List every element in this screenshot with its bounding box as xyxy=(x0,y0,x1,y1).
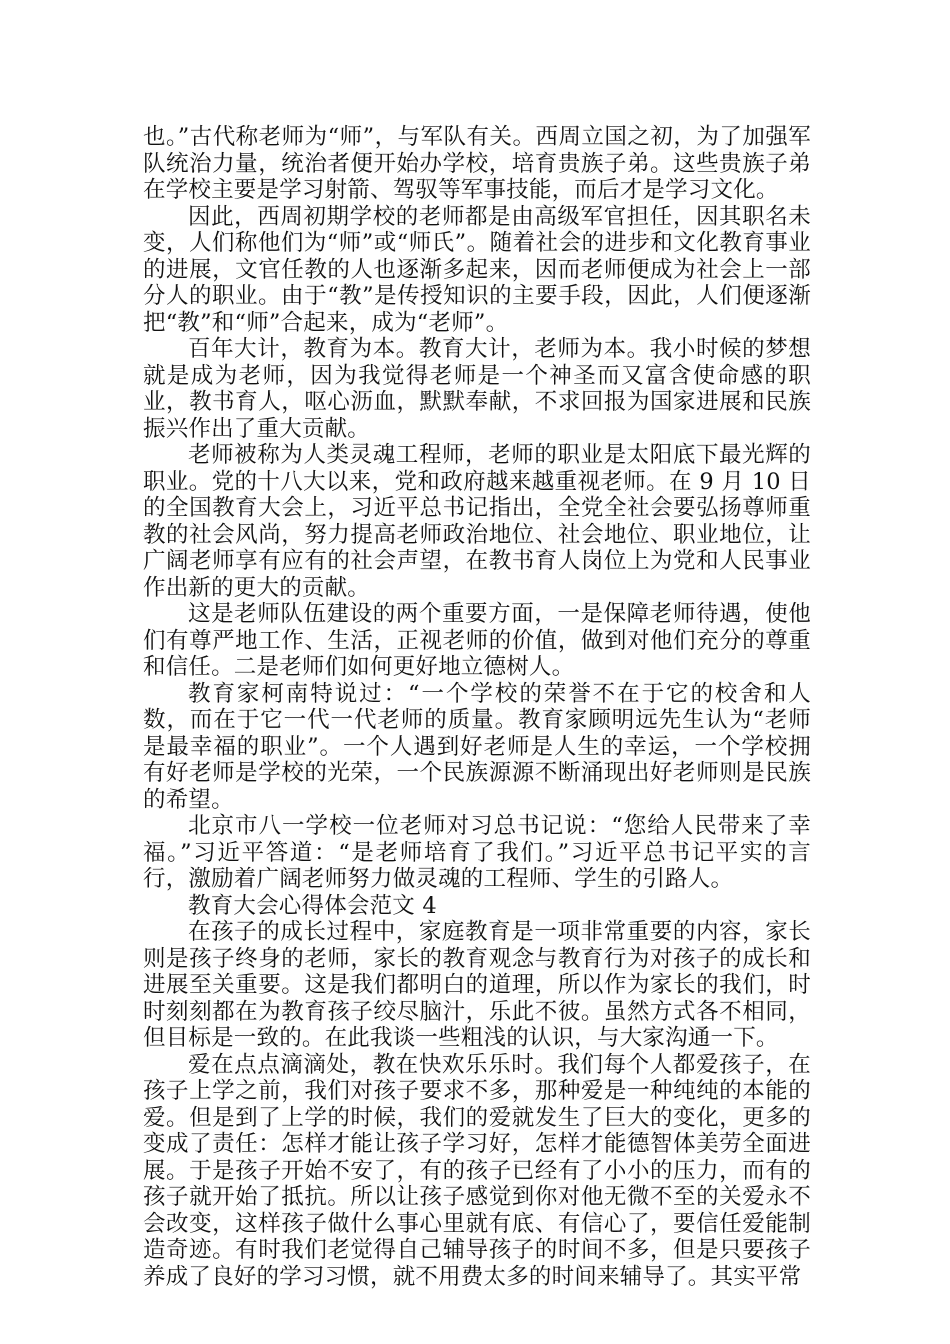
paragraph: 因此，西周初期学校的老师都是由高级军官担任，因其职名未变，人们称他们为“师”或“师氏”。随着社会的进步和文化教育事业的进展，文官任教的人也逐渐多起来，因而老师便成为社会上一部分人的职业。由于“教”是传授知识的主要手段，因此，人们便逐渐把“教”和“师”合起来，成为“老师”。 xyxy=(143,203,811,336)
section-heading: 教育大会心得体会范文 4 xyxy=(188,892,437,919)
document-body xyxy=(143,124,811,1290)
paragraph: 教育家柯南特说过：“一个学校的荣誉不在于它的校舍和人数，而在于它一代一代老师的质量。教育家顾明远先生认为“老师是最幸福的职业”。一个人遇到好老师是人生的幸运，一个学校拥有好老师是学校的光荣，一个民族源源不断涌现出好老师则是民族的希望。 xyxy=(143,680,811,813)
paragraph: 老师被称为人类灵魂工程师，老师的职业是太阳底下最光辉的职业。党的十八大以来，党和政府越来越重视老师。在 9 月 10 日的全国教育大会上，习近平总书记指出，全党全社会要弘扬尊师重教的社会风尚，努力提高老师政治地位、社会地位、职业地位，让广阔老师享有应有的社会声望，在教书育人岗位上为党和人民事业作出新的更大的贡献。 xyxy=(143,442,811,601)
paragraph: 这是老师队伍建设的两个重要方面，一是保障老师待遇，使他们有尊严地工作、生活，正视老师的价值，做到对他们充分的尊重和信任。二是老师们如何更好地立德树人。 xyxy=(143,601,811,680)
paragraph: 北京市八一学校一位老师对习总书记说：“您给人民带来了幸福。”习近平答道：“是老师培育了我们。”习近平总书记平实的言行，激励着广阔老师努力做灵魂的工程师、学生的引路人。 xyxy=(143,813,811,892)
paragraph: 百年大计，教育为本。教育大计，老师为本。我小时候的梦想就是成为老师，因为我觉得老师是一个神圣而又富含使命感的职业，教书育人，呕心沥血，默默奉献，不求回报为国家进展和民族振兴作出了重大贡献。 xyxy=(143,336,811,442)
paragraph: 爱在点点滴滴处，教在快欢乐乐时。我们每个人都爱孩子，在孩子上学之前，我们对孩子要求不多，那种爱是一种纯纯的本能的爱。但是到了上学的时候，我们的爱就发生了巨大的变化，更多的变成了责任：怎样才能让孩子学习好，怎样才能德智体美劳全面进展。于是孩子开始不安了，有的孩子已经有了小小的压力，而有的孩子就开始了抵抗。所以让孩子感觉到你对他无微不至的关爱永不会改变，这样孩子做什么事心里就有底、有信心了，要信任爱能制造奇迹。有时我们老觉得自己辅导孩子的时间不多，但是只要孩子养成了良好的学习习惯，就不用费太多的时间来辅导了。其实平常 xyxy=(143,1051,811,1290)
paragraph: 在孩子的成长过程中，家庭教育是一项非常重要的内容，家长则是孩子终身的老师，家长的教育观念与教育行为对孩子的成长和进展至关重要。这是我们都明白的道理，所以作为家长的我们，时时刻刻都在为教育孩子绞尽脑汁，乐此不彼。虽然方式各不相同，但目标是一致的。在此我谈一些粗浅的认识，与大家沟通一下。 xyxy=(143,919,811,1051)
paragraph-continuation: 也。”古代称老师为“师”，与军队有关。西周立国之初，为了加强军队统治力量，统治者便开始办学校，培育贵族子弟。这些贵族子弟在学校主要是学习射箭、驾驭等军事技能，而后才是学习文化。 xyxy=(143,124,811,203)
